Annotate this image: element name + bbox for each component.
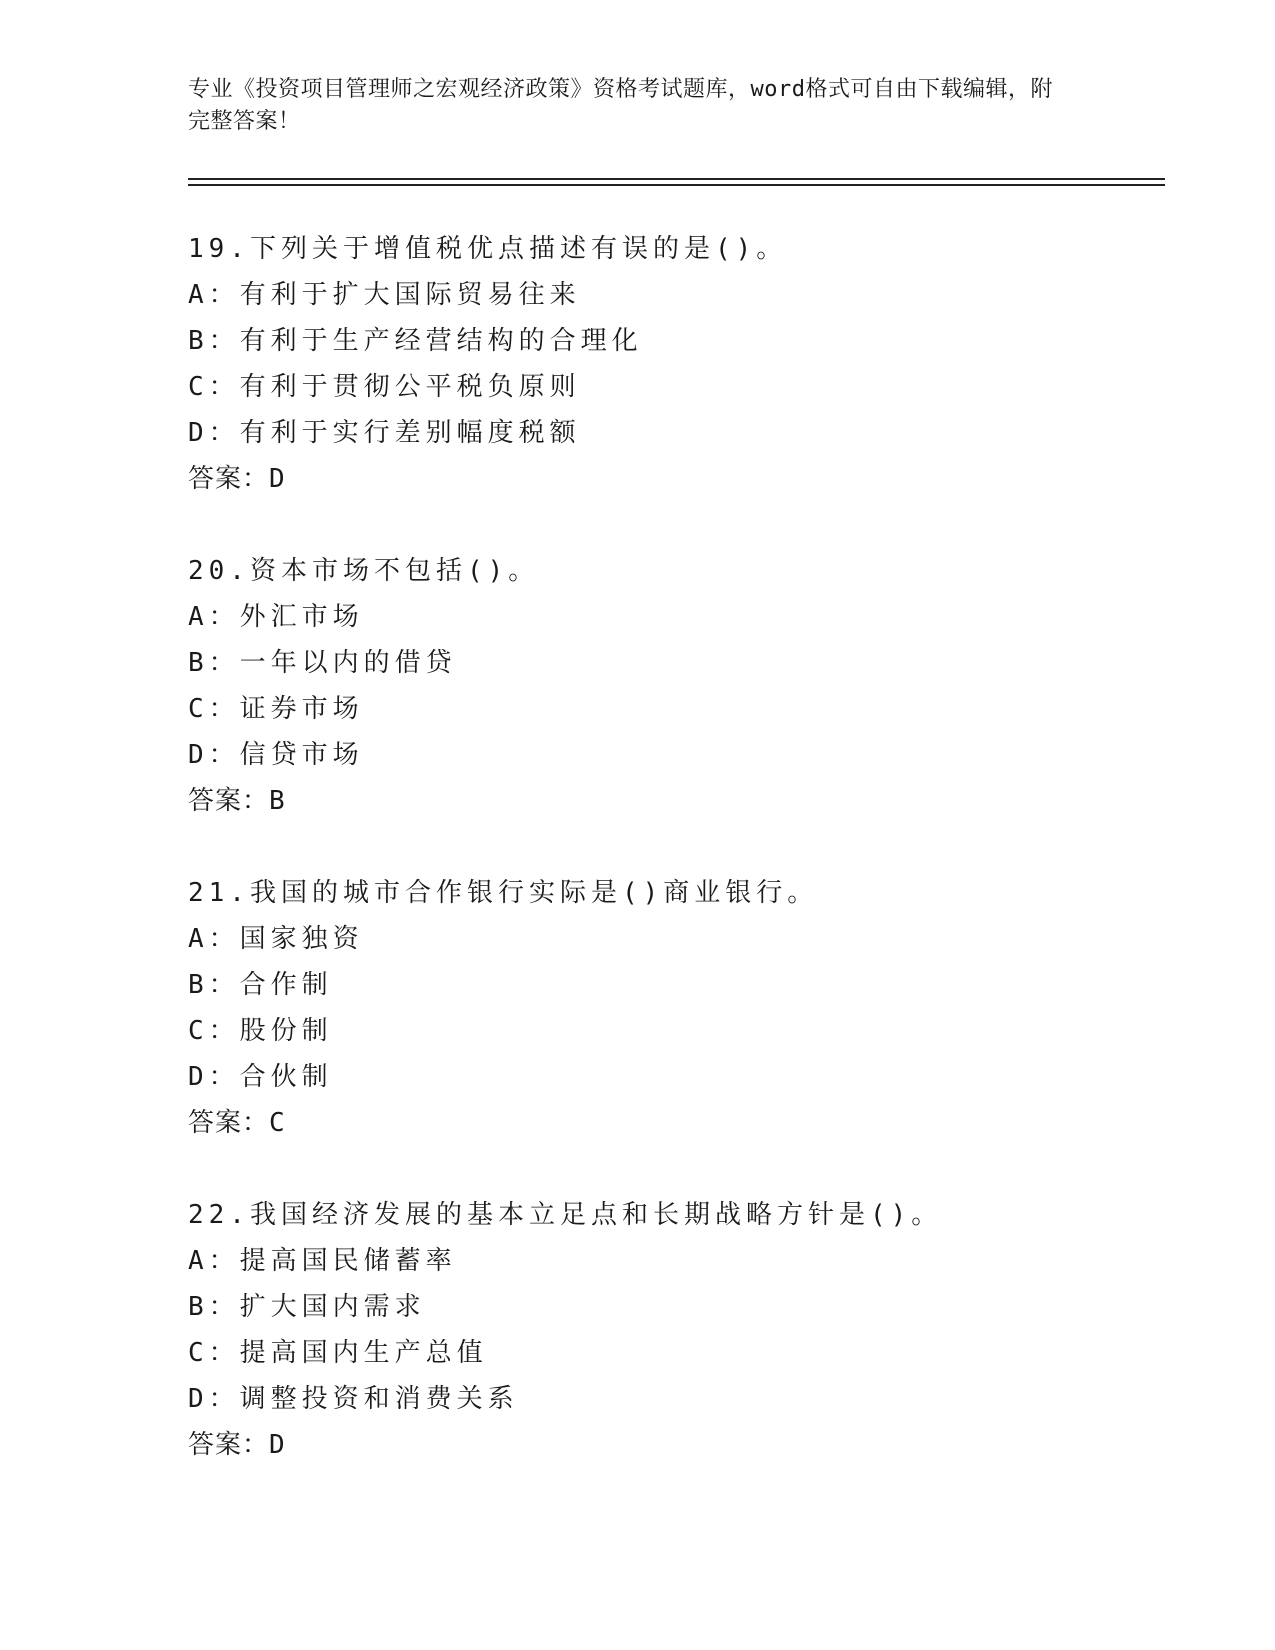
question-19 bbox=[188, 226, 1138, 502]
answer-line bbox=[188, 456, 1138, 502]
question-stem: 21.我国的城市合作银行实际是()商业银行。 bbox=[188, 878, 819, 908]
question-stem: 20.资本市场不包括()。 bbox=[188, 556, 540, 586]
header-rule-top bbox=[188, 178, 1165, 180]
question-stem: 22.我国经济发展的基本立足点和长期战略方针是()。 bbox=[188, 1200, 943, 1230]
option-a: A：有利于扩大国际贸易往来 bbox=[188, 280, 581, 310]
option-a: A：提高国民储蓄率 bbox=[188, 1246, 457, 1276]
option-d: D：信贷市场 bbox=[188, 740, 364, 770]
option-c: C：证券市场 bbox=[188, 694, 364, 724]
answer-value: C bbox=[269, 1108, 286, 1138]
option-b: B：扩大国内需求 bbox=[188, 1292, 426, 1322]
question-20 bbox=[188, 548, 1138, 824]
answer-line bbox=[188, 1422, 1138, 1468]
answer-label: 答案： bbox=[188, 1430, 270, 1460]
answer-label: 答案： bbox=[188, 464, 270, 494]
option-c: C：股份制 bbox=[188, 1016, 333, 1046]
answer-value: D bbox=[269, 464, 286, 494]
question-stem: 19.下列关于增值税优点描述有误的是()。 bbox=[188, 234, 788, 264]
option-b: B：一年以内的借贷 bbox=[188, 648, 457, 678]
option-d: D：有利于实行差别幅度税额 bbox=[188, 418, 581, 448]
answer-line bbox=[188, 778, 1138, 824]
option-b: B：有利于生产经营结构的合理化 bbox=[188, 326, 643, 356]
option-d: D：合伙制 bbox=[188, 1062, 333, 1092]
answer-label: 答案： bbox=[188, 786, 270, 816]
header-rule-bottom bbox=[188, 184, 1165, 186]
option-b: B：合作制 bbox=[188, 970, 333, 1000]
option-a: A：外汇市场 bbox=[188, 602, 364, 632]
answer-line bbox=[188, 1100, 1138, 1146]
question-22 bbox=[188, 1192, 1138, 1468]
option-a: A：国家独资 bbox=[188, 924, 364, 954]
option-c: C：有利于贯彻公平税负原则 bbox=[188, 372, 581, 402]
answer-value: B bbox=[269, 786, 286, 816]
answer-label: 答案： bbox=[188, 1108, 270, 1138]
question-21 bbox=[188, 870, 1138, 1146]
option-d: D：调整投资和消费关系 bbox=[188, 1384, 519, 1414]
option-c: C：提高国内生产总值 bbox=[188, 1338, 488, 1368]
answer-value: D bbox=[269, 1430, 286, 1460]
document-header: 专业《投资项目管理师之宏观经济政策》资格考试题库，word格式可自由下载编辑，附完整答案！ bbox=[188, 77, 1053, 134]
